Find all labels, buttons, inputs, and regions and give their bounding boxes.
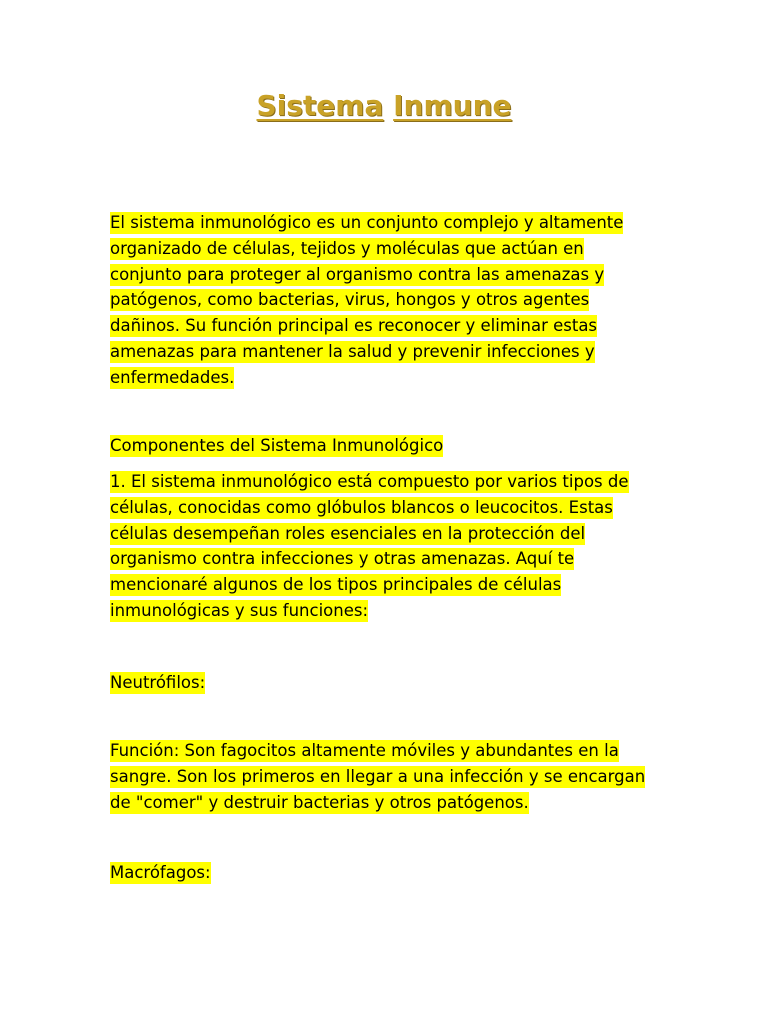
neutrofilos-function-text: Función: Son fagocitos altamente móviles y abundantes en la sangre. Son los primeros en llegar a una infección y se encargan de "comer" y destruir bacterias y otros patógenos. xyxy=(110,741,646,812)
title-word-sistema: Sistema xyxy=(256,89,384,122)
cell-types-paragraph xyxy=(110,469,655,624)
macrofagos-label: Macrófagos: xyxy=(110,863,211,882)
section-heading-text: Componentes del Sistema Inmunológico xyxy=(110,436,444,455)
intro-paragraph xyxy=(110,210,655,391)
intro-text: El sistema inmunológico es un conjunto complejo y altamente organizado de células, tejidos y moléculas que actúan en conjunto para proteger al organismo contra las amenazas y patógenos, como bacterias, virus, hongos y otros agentes dañinos. Su función principal es reconocer y eliminar estas amenazas para mantener la salud y prevenir infecciones y enfermedades. xyxy=(110,213,624,387)
neutrofilos-label: Neutrófilos: xyxy=(110,673,206,692)
neutrofilos-paragraph xyxy=(110,738,655,815)
section-heading xyxy=(110,433,655,459)
page-title xyxy=(0,86,768,126)
title-word-inmune: Inmune xyxy=(393,89,512,122)
macrofagos-heading xyxy=(110,860,655,886)
cell-types-text: 1. El sistema inmunológico está compuesto por varios tipos de células, conocidas como glóbulos blancos o leucocitos. Estas células desempeñan roles esenciales en la protección del organismo contra infecciones y otras amenazas. Aquí te mencionaré algunos de los tipos principales de células inmunológicas y sus funciones: xyxy=(110,472,629,620)
neutrofilos-heading xyxy=(110,670,655,696)
